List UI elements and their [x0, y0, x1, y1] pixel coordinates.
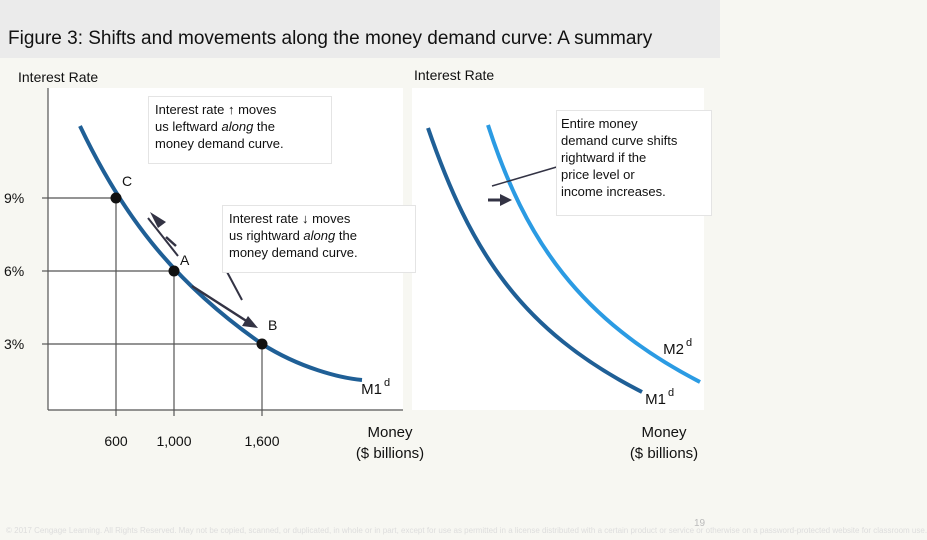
- y-tick-label: 3%: [4, 336, 25, 352]
- m1-left-curve-label: M1: [361, 381, 382, 398]
- page-number: 19: [694, 518, 706, 529]
- page-title: Figure 3: Shifts and movements along the money demand curve: A summary: [8, 28, 653, 49]
- point-b-label: B: [268, 317, 278, 333]
- copyright-footer: © 2017 Cengage Learning. All Rights Reserved. May not be copied, scanned, or duplicated, in whole or in part, except for use as permitted in a license distributed with a certain product or service or otherwise on a password-protected website for classroom use.: [6, 526, 927, 535]
- point-a-marker: [169, 266, 180, 277]
- callout-rate-up-line3: money demand curve.: [155, 136, 284, 151]
- callout-rate-down-line2: us rightward along the: [229, 228, 357, 243]
- point-b-marker: [257, 339, 268, 350]
- x-tick-label: 600: [104, 433, 128, 449]
- m2-curve-label-sup: d: [686, 337, 693, 349]
- x-tick-label: 1,600: [244, 433, 280, 449]
- point-a-label: A: [180, 252, 190, 268]
- y-tick-label: 9%: [4, 190, 25, 206]
- callout-rate-up-line2: us leftward along the: [155, 119, 275, 134]
- right-x-axis-label-line1: Money: [641, 424, 687, 441]
- callout-rate-down: [222, 205, 416, 273]
- x-tick-label: 1,000: [156, 433, 192, 449]
- left-y-axis-label: Interest Rate: [18, 69, 99, 85]
- callout-rate-down-line1: Interest rate ↓ moves: [229, 211, 351, 226]
- callout-rate-up-line1: Interest rate ↑ moves: [155, 102, 277, 117]
- callout-rate-up: [148, 96, 332, 164]
- y-tick-label: 6%: [4, 263, 25, 279]
- left-x-axis-label-line1: Money: [367, 424, 413, 441]
- callout-shift-line5: income increases.: [561, 184, 666, 199]
- right-x-axis-label-line2: ($ billions): [629, 445, 699, 462]
- point-c-label: C: [122, 173, 133, 189]
- m1-right-curve-label-sup: d: [668, 387, 675, 399]
- callout-rate-down-line3: money demand curve.: [229, 245, 358, 260]
- point-c-marker: [111, 193, 122, 204]
- right-y-axis-label: Interest Rate: [414, 67, 495, 83]
- m1-right-curve-label: M1: [645, 391, 666, 408]
- callout-shift-line3: rightward if the: [561, 150, 647, 165]
- callout-shift-line1: Entire money: [561, 116, 638, 131]
- callout-shift-line4: price level or: [561, 167, 635, 182]
- m2-curve-label: M2: [663, 341, 684, 358]
- left-x-axis-label-line2: ($ billions): [355, 445, 425, 462]
- callout-shift-line2: demand curve shifts: [561, 133, 678, 148]
- m1-left-curve-label-sup: d: [384, 377, 391, 389]
- callout-curve-shift: [556, 110, 712, 216]
